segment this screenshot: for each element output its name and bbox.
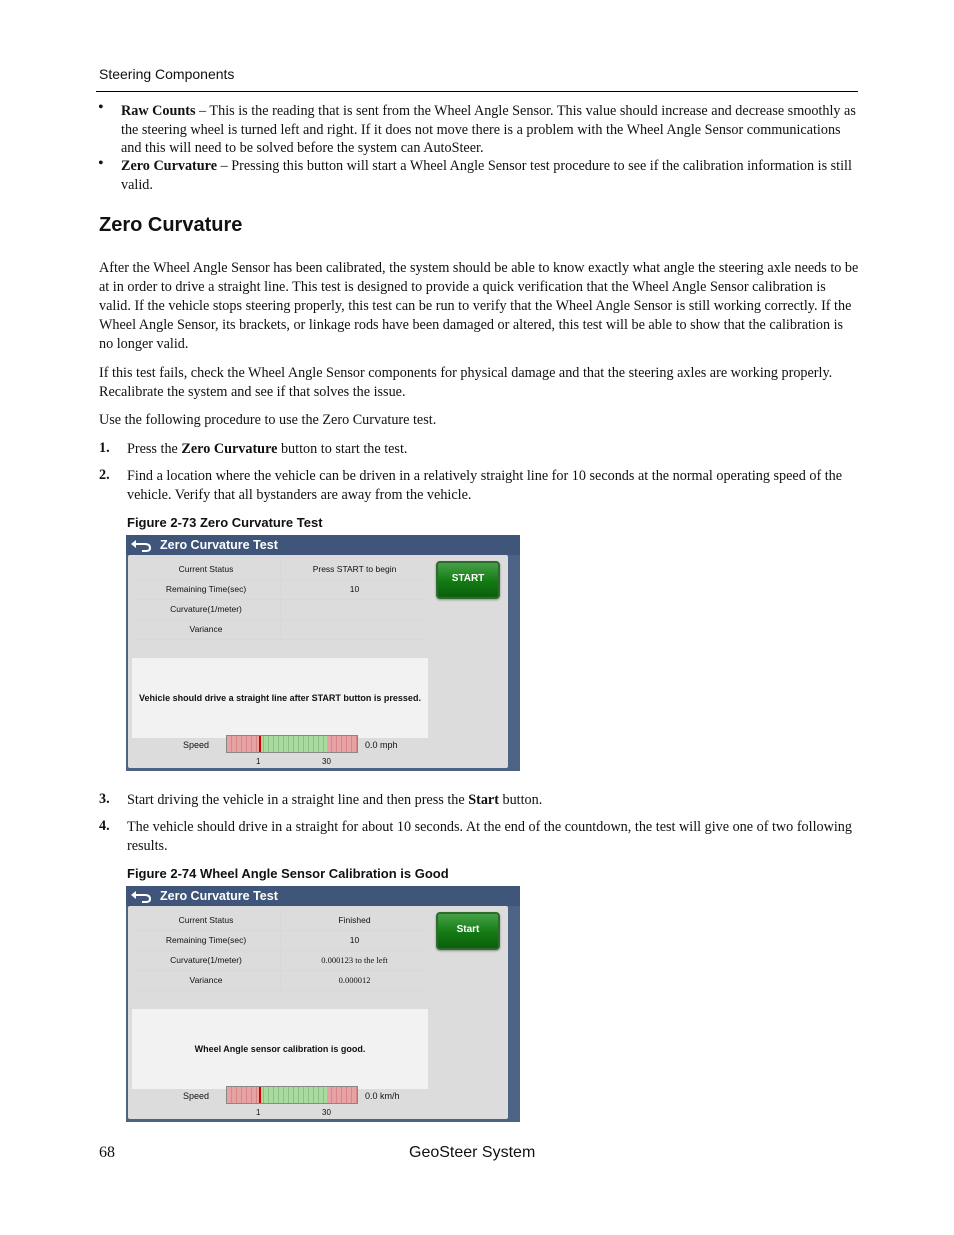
step-number: 2. — [99, 467, 110, 483]
start-button[interactable]: Start — [436, 912, 500, 950]
table-row — [132, 970, 428, 991]
running-header: Steering Components — [99, 66, 235, 82]
step-text-bold: Zero Curvature — [181, 441, 278, 457]
speed-needle — [259, 736, 261, 753]
step-text: Find a location where the vehicle can be driven in a relatively straight line for 10 seconds at the normal operating speed of the vehicle. Verify that all bystanders are away from the vehicle. — [127, 468, 843, 503]
row-value — [281, 619, 428, 639]
step-number: 3. — [99, 791, 110, 807]
row-label: Remaining Time(sec) — [132, 579, 281, 599]
title-bar — [126, 535, 520, 555]
figure-zero-curvature-test — [126, 535, 520, 771]
row-value: Press START to begin — [312, 564, 397, 574]
step-text-pre: Press the — [127, 441, 182, 457]
row-label: Current Status — [132, 910, 281, 930]
row-value — [281, 599, 428, 619]
bullet-term: Raw Counts — [121, 103, 196, 119]
bullet-zero-curvature — [121, 157, 856, 194]
figure-caption: Figure 2-74 Wheel Angle Sensor Calibration is Good — [127, 866, 449, 881]
step-number: 1. — [99, 440, 110, 456]
bullet-dot: • — [98, 99, 104, 116]
bullet-term: Zero Curvature — [121, 158, 218, 174]
table-row — [132, 579, 428, 600]
figure-caption: Figure 2-73 Zero Curvature Test — [127, 515, 323, 530]
row-value: 10 — [349, 935, 360, 945]
row-value: 0.000012 — [338, 975, 371, 985]
figure-calibration-good — [126, 886, 520, 1122]
footer-title: GeoSteer System — [409, 1144, 536, 1161]
row-label: Curvature(1/meter) — [132, 950, 281, 970]
table-row — [132, 559, 428, 580]
table-row — [132, 619, 428, 640]
speed-bar-green-zone — [259, 1087, 327, 1103]
speed-tick-high: 30 — [322, 1108, 331, 1117]
step-text-pre: Start driving the vehicle in a straight line and then press the — [127, 792, 469, 808]
row-value: 0.000123 to the left — [321, 955, 388, 965]
table-row — [132, 950, 428, 971]
header-rule — [96, 91, 858, 92]
speed-label: Speed — [183, 740, 210, 750]
speed-bar-red-zone — [227, 736, 259, 752]
screen-title: Zero Curvature Test — [160, 538, 278, 552]
speed-bar — [226, 735, 358, 753]
title-bar — [126, 886, 520, 906]
speed-tick-low: 1 — [256, 1108, 261, 1117]
speed-bar-green-zone — [259, 736, 327, 752]
speed-value: 0.0 km/h — [365, 1091, 400, 1101]
speed-label: Speed — [183, 1091, 210, 1101]
speed-needle — [259, 1087, 261, 1104]
test-panel — [128, 555, 508, 768]
back-arrow-icon[interactable] — [130, 538, 152, 552]
row-label: Variance — [132, 970, 281, 990]
step-text-post: button. — [498, 792, 543, 808]
speed-value: 0.0 mph — [365, 740, 398, 750]
speed-bar-red-zone — [327, 736, 357, 752]
speed-tick-high: 30 — [322, 757, 331, 766]
message-box: Wheel Angle sensor calibration is good. — [132, 1009, 428, 1089]
step-text: The vehicle should drive in a straight for about 10 seconds. At the end of the countdown, the test will give one of two following results. — [127, 819, 852, 854]
row-value: Finished — [338, 915, 371, 925]
step-number: 4. — [99, 818, 110, 834]
bullet-text: – Pressing this button will start a Wheel Angle Sensor test procedure to see if the calibration information is still valid. — [121, 158, 852, 193]
step-text — [127, 791, 857, 810]
start-button[interactable]: START — [436, 561, 500, 599]
bullet-dot: • — [98, 155, 104, 172]
step-text-post: button to start the test. — [277, 441, 408, 457]
step-text — [127, 440, 857, 459]
paragraph: If this test fails, check the Wheel Angle Sensor components for physical damage and that the steering axles are working properly. Recalibrate the system and see if that solves the issue. — [99, 365, 833, 400]
paragraph: Use the following procedure to use the Zero Curvature test. — [99, 412, 437, 428]
row-label: Curvature(1/meter) — [132, 599, 281, 619]
paragraph: After the Wheel Angle Sensor has been calibrated, the system should be able to know exactly what angle the steering axle needs to be at in order to drive a straight line. This test is designed to provide a quick verification that the Wheel Angle Sensor calibration is valid. If the vehicle stops steering properly, this test can be run to verify that the Wheel Angle Sensor is still working correctly. If the Wheel Angle Sensor, its brackets, or linkage rods have been damaged or altered, this test will be able to show that the calibration is no longer valid. — [99, 260, 859, 352]
row-label: Current Status — [132, 559, 281, 579]
bullet-text: – This is the reading that is sent from the Wheel Angle Sensor. This value should increase and decrease smoothly as the steering wheel is turned left and right. If it does not move there is a problem with the Wheel Angle Sensor communications and this will need to be solved before the system can AutoSteer. — [121, 103, 856, 157]
speed-bar-red-zone — [327, 1087, 357, 1103]
speed-tick-low: 1 — [256, 757, 261, 766]
speed-bar — [226, 1086, 358, 1104]
section-title: Zero Curvature — [99, 214, 243, 236]
step-text-bold: Start — [468, 792, 499, 808]
page-number: 68 — [99, 1144, 115, 1161]
message-box: Vehicle should drive a straight line after START button is pressed. — [132, 658, 428, 738]
row-label: Remaining Time(sec) — [132, 930, 281, 950]
test-panel — [128, 906, 508, 1119]
row-value: 10 — [349, 584, 360, 594]
row-label: Variance — [132, 619, 281, 639]
table-row — [132, 599, 428, 620]
back-arrow-icon[interactable] — [130, 889, 152, 903]
table-row — [132, 930, 428, 951]
speed-bar-red-zone — [227, 1087, 259, 1103]
screen-title: Zero Curvature Test — [160, 889, 278, 903]
table-row — [132, 910, 428, 931]
bullet-raw-counts — [121, 102, 856, 158]
